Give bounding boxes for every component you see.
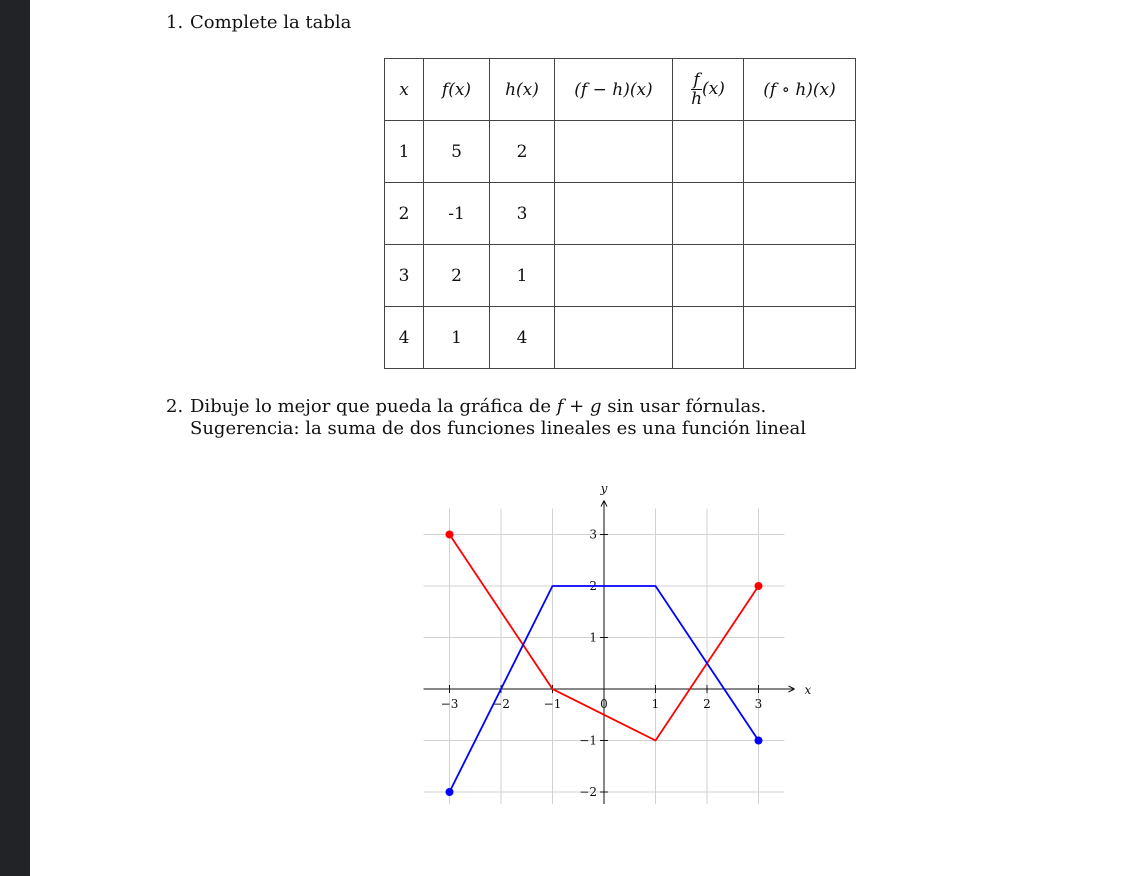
cell-h: 2: [490, 121, 555, 183]
question-2-number: 2.: [166, 396, 184, 417]
x-tick-label: 2: [703, 697, 711, 711]
header-quotient: [673, 59, 744, 121]
question-2: [166, 396, 766, 418]
x-tick-label: 3: [754, 697, 763, 711]
cell-h: 1: [490, 245, 555, 307]
cell-f: -1: [424, 183, 490, 245]
cell-composition-blank: [744, 121, 856, 183]
cell-x: 4: [385, 307, 424, 369]
cell-f: 2: [424, 245, 490, 307]
y-tick-label: −1: [579, 733, 597, 748]
cell-h: 3: [490, 183, 555, 245]
question-2-expression: f + g: [556, 396, 602, 417]
cell-difference-blank: [555, 183, 673, 245]
y-tick-label: −2: [579, 785, 597, 799]
y-axis-label: y: [600, 481, 608, 496]
cell-f: 1: [424, 307, 490, 369]
y-tick-label: 2: [589, 579, 597, 593]
cell-quotient-blank: [673, 245, 744, 307]
question-1-number: 1.: [166, 12, 184, 33]
cell-quotient-blank: [673, 121, 744, 183]
cell-composition-blank: [744, 245, 856, 307]
x-tick-label: 1: [651, 697, 660, 711]
quotient-denominator: h: [691, 89, 703, 109]
cell-x: 2: [385, 183, 424, 245]
cell-x: 3: [385, 245, 424, 307]
cell-h: 4: [490, 307, 555, 369]
x-tick-label: 0: [600, 697, 608, 711]
header-f: f(x): [424, 59, 490, 121]
header-x: x: [385, 59, 424, 121]
cell-x: 1: [385, 121, 424, 183]
cell-composition-blank: [744, 183, 856, 245]
series-1-endpoint: [446, 531, 454, 539]
question-1: [166, 12, 351, 34]
cell-difference-blank: [555, 121, 673, 183]
table-row: [385, 121, 856, 183]
question-2-hint: Sugerencia: la suma de dos funciones lineales es una función lineal: [190, 418, 806, 439]
quotient-fraction: [691, 71, 702, 108]
cell-quotient-blank: [673, 307, 744, 369]
table-row: [385, 307, 856, 369]
x-tick-label: −1: [543, 697, 562, 711]
header-composition: (f ∘ h)(x): [744, 59, 856, 121]
cell-difference-blank: [555, 245, 673, 307]
x-tick-label: −3: [440, 697, 459, 711]
function-table: [384, 58, 856, 369]
question-2-text: Dibuje lo mejor que pueda la gráfica de: [190, 396, 552, 417]
x-axis-label: x: [804, 683, 812, 697]
function-graph: [420, 480, 820, 820]
header-h: h(x): [490, 59, 555, 121]
cell-quotient-blank: [673, 183, 744, 245]
table-header-row: [385, 59, 856, 121]
quotient-argument: (x): [702, 79, 725, 99]
question-2-text-end: sin usar fórnulas.: [607, 396, 767, 417]
cell-difference-blank: [555, 307, 673, 369]
x-tick-label: −2: [492, 697, 510, 711]
quotient-numerator: f: [693, 70, 700, 90]
series-1-endpoint: [755, 582, 763, 590]
series-2-endpoint: [446, 788, 454, 796]
table-row: [385, 183, 856, 245]
header-difference: (f − h)(x): [555, 59, 673, 121]
question-1-text: Complete la tabla: [190, 12, 352, 33]
y-tick-label: 3: [589, 527, 597, 542]
series-2-endpoint: [755, 737, 763, 745]
cell-f: 5: [424, 121, 490, 183]
y-tick-label: 1: [589, 630, 597, 645]
table-row: [385, 245, 856, 307]
viewer-left-margin: [0, 0, 30, 876]
cell-composition-blank: [744, 307, 856, 369]
